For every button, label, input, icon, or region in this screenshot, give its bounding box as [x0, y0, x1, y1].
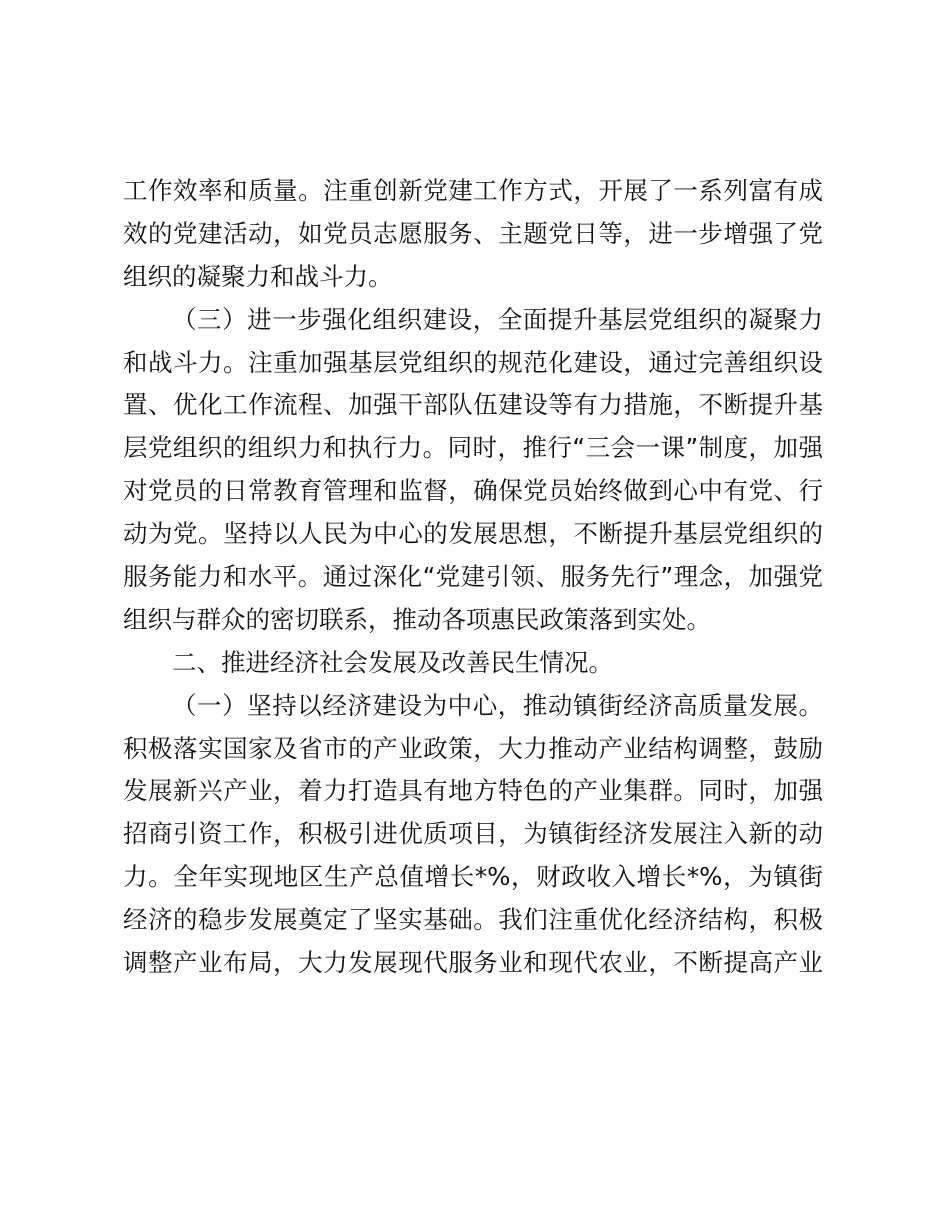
section-heading-line: （三）进一步强化组织建设，全面提升基层党组织的凝聚力	[172, 304, 823, 334]
text-line: 组织与群众的密切联系，推动各项惠民政策落到实处。	[123, 604, 711, 634]
text-line: 调整产业布局，大力发展现代服务业和现代农业，不断提高产业	[123, 948, 823, 978]
text-line: 动为党。坚持以人民为中心的发展思想，不断提升基层党组织的	[123, 519, 823, 549]
text-line: 工作效率和质量。注重创新党建工作方式，开展了一系列富有成	[123, 176, 823, 205]
text-line: 效的党建活动，如党员志愿服务、主题党日等，进一步增强了党	[123, 218, 823, 248]
text-line: 对党员的日常教育管理和监督，确保党员始终做到心中有党、行	[123, 476, 823, 506]
section-heading-line: （一）坚持以经济建设为中心，推动镇街经济高质量发展。	[172, 690, 823, 720]
text-line: 招商引资工作，积极引进优质项目，为镇街经济发展注入新的动	[123, 819, 823, 849]
text-line: 服务能力和水平。通过深化“党建引领、服务先行”理念，加强党	[123, 562, 823, 592]
text-line: 发展新兴产业，着力打造具有地方特色的产业集群。同时，加强	[123, 776, 823, 806]
text-line: 和战斗力。注重加强基层党组织的规范化建设，通过完善组织设	[123, 347, 823, 377]
body-text	[123, 170, 823, 985]
text-line: 组织的凝聚力和战斗力。	[123, 261, 393, 291]
section-heading-line: 二、推进经济社会发展及改善民生情况。	[172, 647, 613, 677]
text-line: 积极落实国家及省市的产业政策，大力推动产业结构调整，鼓励	[123, 733, 823, 763]
text-line: 经济的稳步发展奠定了坚实基础。我们注重优化经济结构，积极	[123, 905, 823, 935]
text-line: 层党组织的组织力和执行力。同时，推行“三会一课”制度，加强	[123, 433, 823, 463]
text-line: 力。全年实现地区生产总值增长*%，财政收入增长*%，为镇街	[123, 862, 823, 892]
text-line: 置、优化工作流程、加强干部队伍建设等有力措施，不断提升基	[123, 390, 823, 420]
